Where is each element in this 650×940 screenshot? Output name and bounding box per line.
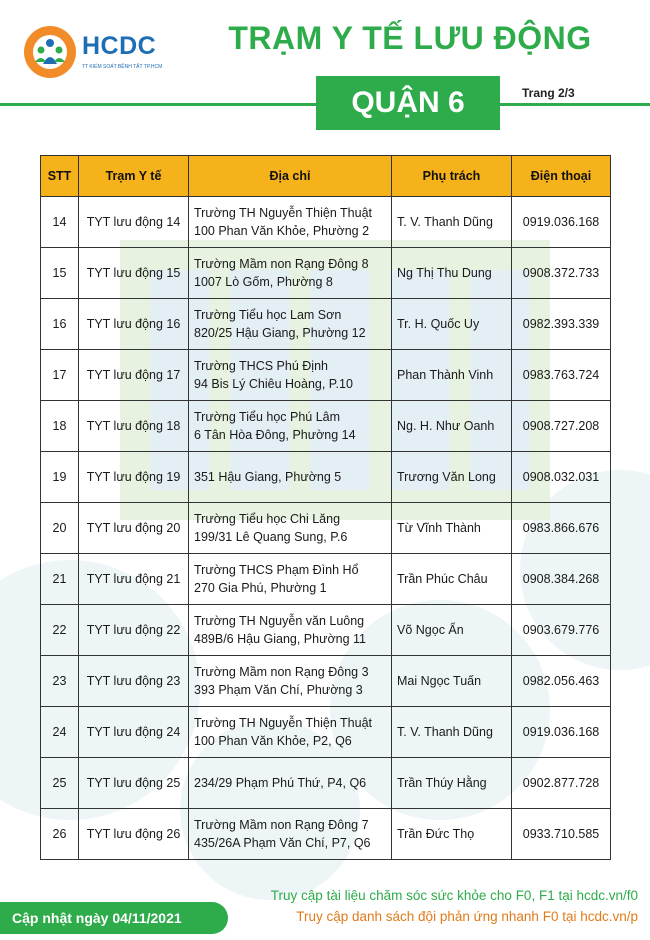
cell-stt: 26	[41, 809, 79, 860]
cell-address	[189, 503, 392, 554]
cell-stt: 19	[41, 452, 79, 503]
cell-station: TYT lưu động 17	[79, 350, 189, 401]
table-row	[41, 248, 611, 299]
table-row	[41, 503, 611, 554]
cell-stt: 24	[41, 707, 79, 758]
cell-station: TYT lưu động 18	[79, 401, 189, 452]
cell-stt: 17	[41, 350, 79, 401]
page-title: TRẠM Y TẾ LƯU ĐỘNG	[228, 20, 592, 56]
cell-station: TYT lưu động 23	[79, 656, 189, 707]
cell-station: TYT lưu động 24	[79, 707, 189, 758]
cell-person: T. V. Thanh Dũng	[392, 707, 512, 758]
cell-station: TYT lưu động 21	[79, 554, 189, 605]
table-row	[41, 605, 611, 656]
column-header-person: Phụ trách	[392, 156, 512, 197]
cell-address	[189, 656, 392, 707]
cell-address	[189, 299, 392, 350]
cell-phone: 0919.036.168	[512, 197, 611, 248]
cell-phone: 0982.393.339	[512, 299, 611, 350]
address-line-1: Trường TH Nguyễn Thiện Thuật	[194, 716, 372, 730]
address-line-1: 234/29 Phạm Phú Thứ, P4, Q6	[194, 776, 367, 790]
column-header-stt: STT	[41, 156, 79, 197]
address-line-1: Trường THCS Phạm Đình Hổ	[194, 563, 359, 577]
address-line-1: Trường THCS Phú Định	[194, 359, 328, 373]
cell-phone: 0983.763.724	[512, 350, 611, 401]
cell-phone: 0908.372.733	[512, 248, 611, 299]
cell-address	[189, 452, 392, 503]
table-header-row	[41, 156, 611, 197]
address-line-2: 100 Phan Văn Khỏe, Phường 2	[194, 224, 370, 238]
footer-link-response-team[interactable]: Truy cập danh sách đội phản ứng nhanh F0 tại hcdc.vn/p	[296, 909, 638, 924]
cell-stt: 18	[41, 401, 79, 452]
cell-person: Tr. H. Quốc Uy	[392, 299, 512, 350]
table-row	[41, 452, 611, 503]
table-row	[41, 197, 611, 248]
cell-phone: 0908.384.268	[512, 554, 611, 605]
address-line-2: 199/31 Lê Quang Sung, P.6	[194, 530, 348, 544]
cell-person: Trương Văn Long	[392, 452, 512, 503]
cell-person: Trần Phúc Châu	[392, 554, 512, 605]
cell-phone: 0983.866.676	[512, 503, 611, 554]
column-header-phone: Điện thoại	[512, 156, 611, 197]
cell-address	[189, 809, 392, 860]
cell-station: TYT lưu động 14	[79, 197, 189, 248]
cell-station: TYT lưu động 20	[79, 503, 189, 554]
address-line-1: Trường Mầm non Rạng Đông 8	[194, 257, 369, 271]
cell-person: T. V. Thanh Dũng	[392, 197, 512, 248]
cell-stt: 20	[41, 503, 79, 554]
cell-phone: 0919.036.168	[512, 707, 611, 758]
address-line-1: Trường TH Nguyễn Thiện Thuật	[194, 206, 372, 220]
cell-phone: 0908.032.031	[512, 452, 611, 503]
people-icon	[24, 26, 76, 78]
cell-person: Trần Đức Thọ	[392, 809, 512, 860]
logo-text: HCDC	[82, 32, 157, 60]
cell-station: TYT lưu động 15	[79, 248, 189, 299]
address-line-1: Trường Tiểu học Chi Lăng	[194, 512, 341, 526]
address-line-1: Trường TH Nguyễn văn Luông	[194, 614, 365, 628]
update-date-badge: Cập nhật ngày 04/11/2021	[0, 902, 228, 934]
table-row	[41, 554, 611, 605]
cell-address	[189, 707, 392, 758]
table-row	[41, 809, 611, 860]
district-badge: QUẬN 6	[316, 76, 500, 130]
cell-phone: 0982.056.463	[512, 656, 611, 707]
cell-phone: 0933.710.585	[512, 809, 611, 860]
cell-station: TYT lưu động 16	[79, 299, 189, 350]
cell-station: TYT lưu động 19	[79, 452, 189, 503]
cell-station: TYT lưu động 22	[79, 605, 189, 656]
page-number: Trang 2/3	[522, 86, 575, 100]
cell-address	[189, 605, 392, 656]
address-line-1: Trường Mầm non Rạng Đông 7	[194, 818, 369, 832]
address-line-2: 393 Phạm Văn Chí, Phường 3	[194, 683, 363, 697]
address-line-2: 435/26A Phạm Văn Chí, P7, Q6	[194, 836, 371, 850]
column-header-address: Địa chỉ	[189, 156, 392, 197]
cell-phone: 0908.727.208	[512, 401, 611, 452]
cell-address	[189, 401, 392, 452]
address-line-2: 1007 Lò Gốm, Phường 8	[194, 275, 333, 289]
address-line-2: 270 Gia Phú, Phường 1	[194, 581, 327, 595]
cell-station: TYT lưu động 26	[79, 809, 189, 860]
cell-person: Võ Ngọc Ẩn	[392, 605, 512, 656]
cell-phone: 0903.679.776	[512, 605, 611, 656]
cell-stt: 25	[41, 758, 79, 809]
cell-address	[189, 248, 392, 299]
cell-stt: 15	[41, 248, 79, 299]
address-line-2: 100 Phan Văn Khỏe, P2, Q6	[194, 734, 352, 748]
address-line-1: Trường Mầm non Rạng Đông 3	[194, 665, 369, 679]
address-line-2: 820/25 Hậu Giang, Phường 12	[194, 326, 366, 340]
cell-address	[189, 350, 392, 401]
cell-stt: 21	[41, 554, 79, 605]
address-line-2: 489B/6 Hậu Giang, Phường 11	[194, 632, 367, 646]
cell-stt: 16	[41, 299, 79, 350]
hcdc-logo	[24, 26, 174, 78]
cell-stt: 23	[41, 656, 79, 707]
table-row	[41, 350, 611, 401]
address-line-1: Trường Tiểu học Phú Lâm	[194, 410, 341, 424]
footer-link-f0[interactable]: Truy cập tài liệu chăm sóc sức khỏe cho F0, F1 tại hcdc.vn/f0	[270, 888, 638, 903]
address-line-1: Trường Tiểu học Lam Sơn	[194, 308, 342, 322]
station-table	[40, 155, 611, 860]
cell-person: Phan Thành Vinh	[392, 350, 512, 401]
cell-station: TYT lưu động 25	[79, 758, 189, 809]
table-row	[41, 299, 611, 350]
table-row	[41, 401, 611, 452]
table-row	[41, 707, 611, 758]
cell-stt: 22	[41, 605, 79, 656]
cell-person: Trần Thúy Hằng	[392, 758, 512, 809]
cell-person: Ng. H. Như Oanh	[392, 401, 512, 452]
cell-stt: 14	[41, 197, 79, 248]
address-line-1: 351 Hậu Giang, Phường 5	[194, 470, 342, 484]
cell-person: Mai Ngọc Tuấn	[392, 656, 512, 707]
cell-person: Ng Thị Thu Dung	[392, 248, 512, 299]
cell-person: Từ Vĩnh Thành	[392, 503, 512, 554]
cell-phone: 0902.877.728	[512, 758, 611, 809]
logo-subtitle: TT KIỂM SOÁT BỆNH TẬT TP.HCM	[82, 64, 163, 70]
address-line-2: 6 Tân Hòa Đông, Phường 14	[194, 428, 356, 442]
cell-address	[189, 554, 392, 605]
cell-address	[189, 758, 392, 809]
column-header-station: Trạm Y tế	[79, 156, 189, 197]
address-line-2: 94 Bis Lý Chiêu Hoàng, P.10	[194, 377, 353, 391]
table-row	[41, 758, 611, 809]
table-row	[41, 656, 611, 707]
cell-address	[189, 197, 392, 248]
